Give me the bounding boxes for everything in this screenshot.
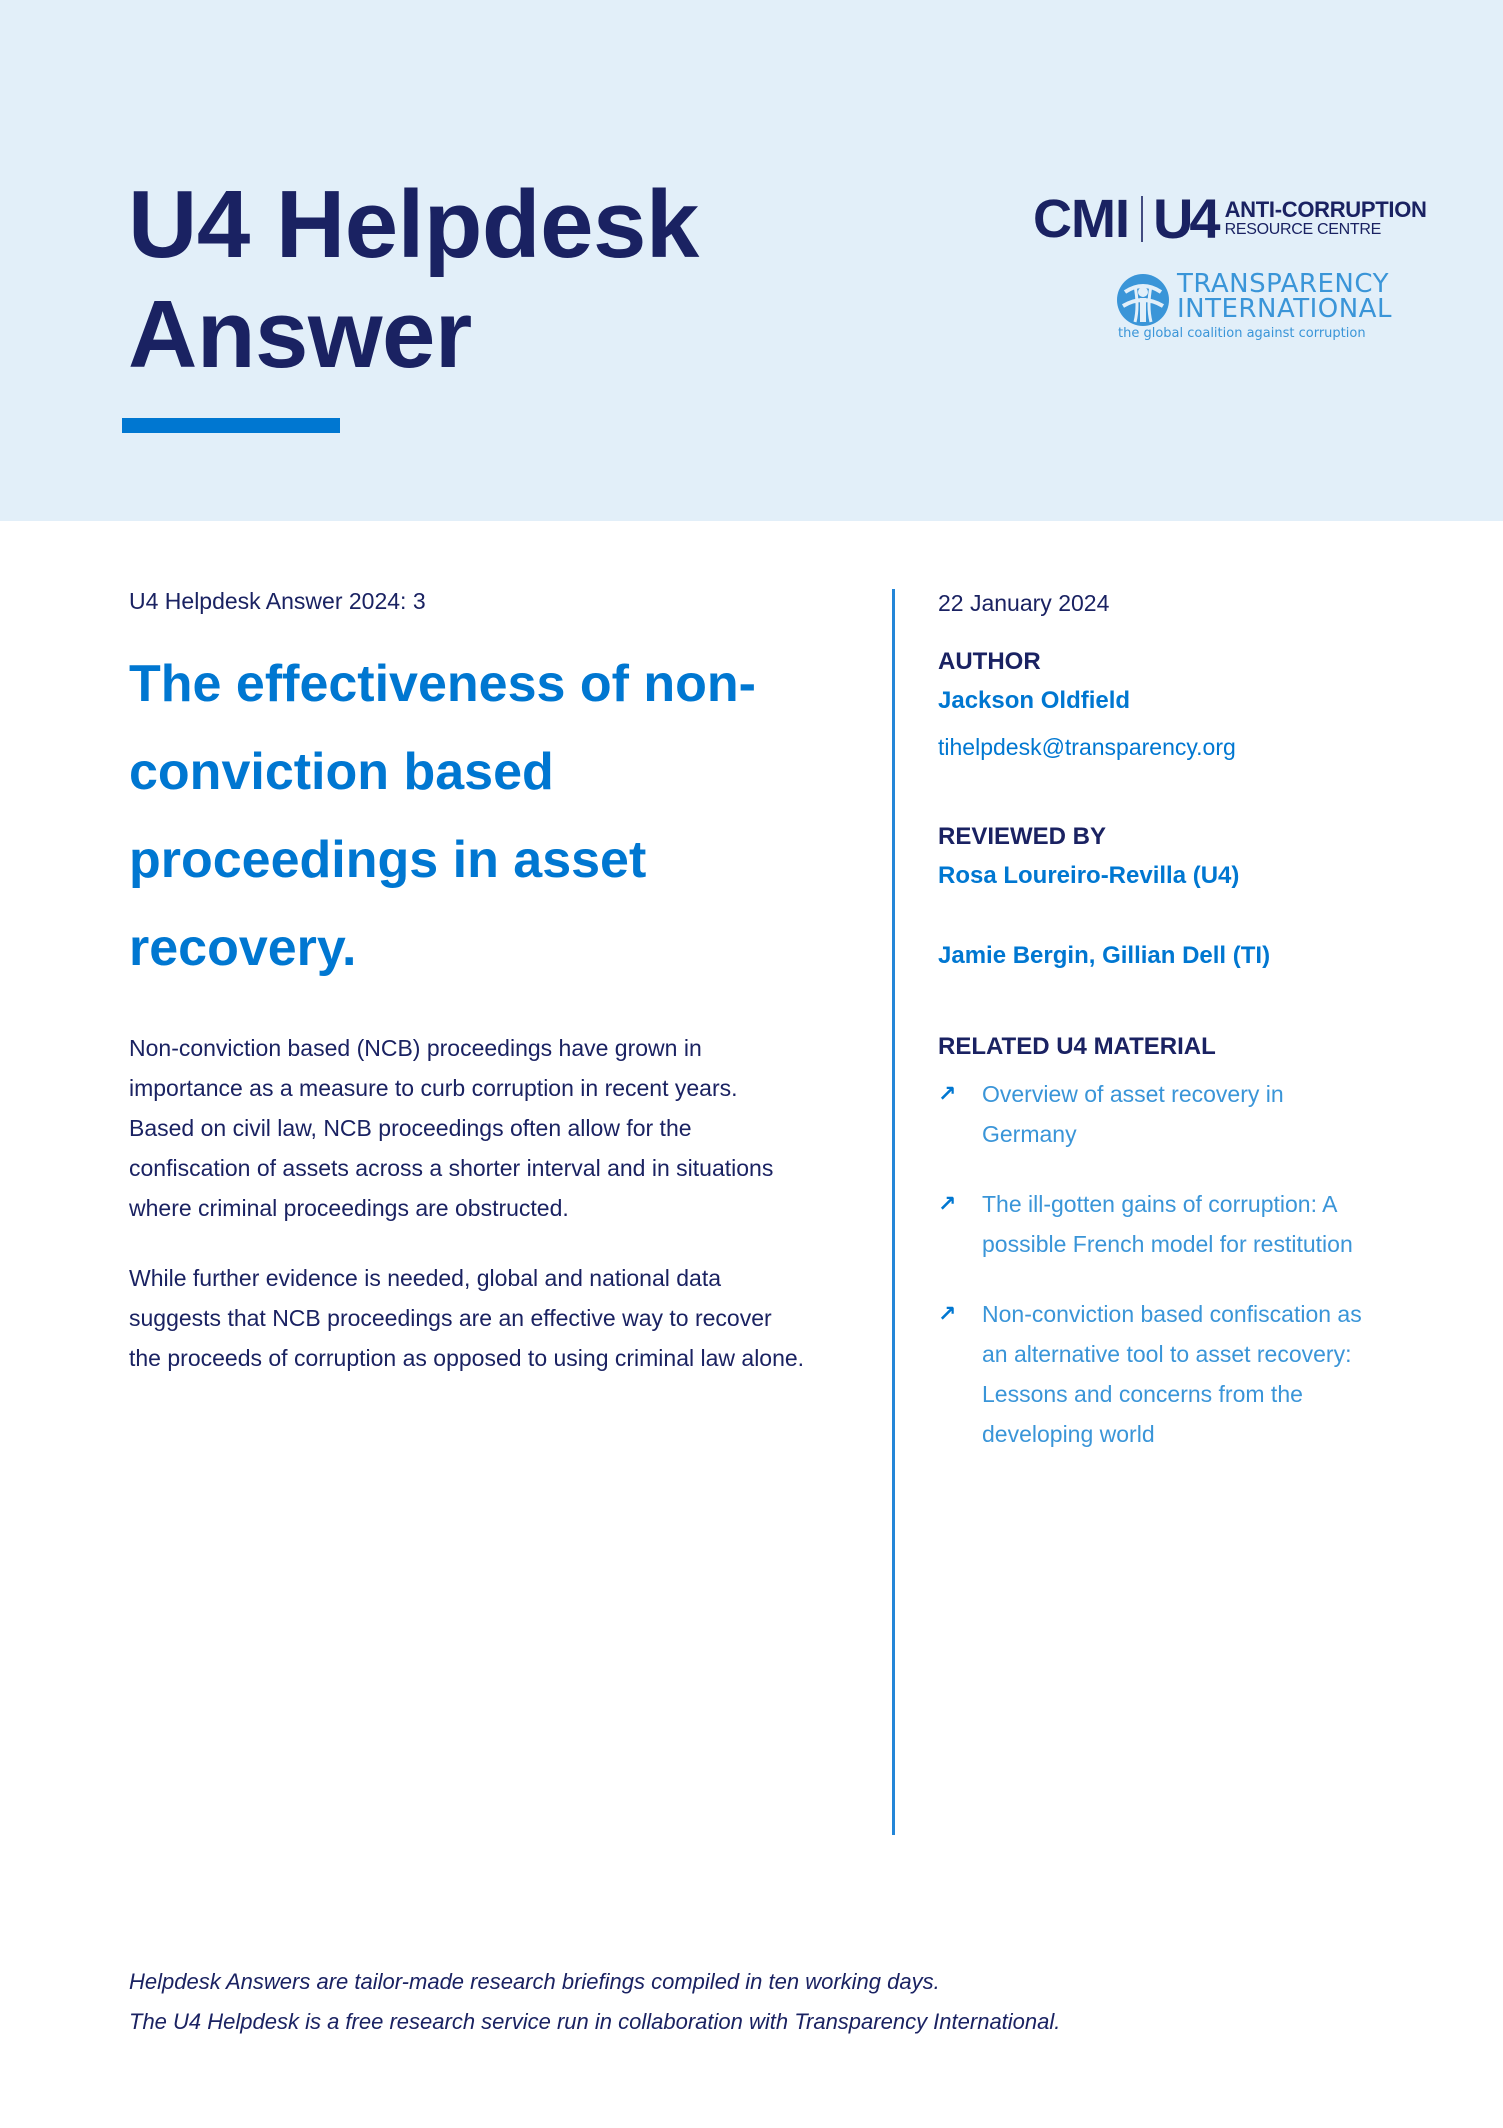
related-link[interactable]: Overview of asset recovery in Germany (982, 1081, 1284, 1147)
footer-note (129, 1962, 1329, 2042)
footer-line: Helpdesk Answers are tailor-made research briefings compiled in ten working days. (129, 1969, 940, 1994)
transparency-international-logo (1115, 269, 1392, 328)
external-link-arrow-icon: ↗ (938, 1301, 957, 1326)
title-underline-bar (122, 418, 340, 433)
metadata-sidebar (938, 588, 1378, 1484)
cover-title-line-1: U4 Helpdesk (128, 171, 699, 278)
author-label: AUTHOR (938, 648, 1041, 675)
report-title-line: The effectiveness of non- (129, 655, 756, 713)
ti-logo-line-2: INTERNATIONAL (1177, 294, 1392, 324)
external-link-arrow-icon: ↗ (938, 1191, 957, 1216)
related-material-list (938, 1074, 1378, 1454)
related-item[interactable] (938, 1294, 1378, 1454)
report-title-line: proceedings in asset (129, 831, 647, 889)
u4-logo-line-2: RESOURCE CENTRE (1224, 221, 1381, 238)
summary (129, 1028, 809, 1408)
summary-paragraph: Non-conviction based (NCB) proceedings have grown in importance as a measure to curb corruption in recent years. Based on civil law, NCB proceedings often allow for the confiscation of assets across a shorter interval and in situations where criminal proceedings are obstructed. (129, 1035, 774, 1221)
u4-logo-words (1225, 199, 1427, 239)
related-link[interactable]: The ill-gotten gains of corruption: A possible French model for restitution (982, 1191, 1353, 1257)
u4-logo-line-1: ANTI-CORRUPTION (1224, 197, 1427, 222)
related-material-label: RELATED U4 MATERIAL (938, 1033, 1216, 1060)
report-title (129, 640, 809, 992)
reviewer-name: Jamie Bergin, Gillian Dell (TI) (938, 942, 1271, 969)
logo-separator (1141, 196, 1143, 242)
reviewed-by-label: REVIEWED BY (938, 823, 1107, 850)
publication-date: 22 January 2024 (938, 590, 1110, 616)
cover-header (0, 0, 1503, 521)
ti-logo-words (1177, 269, 1392, 324)
cmi-u4-logo (1033, 187, 1427, 250)
related-link[interactable]: Non-conviction based confiscation as an alternative tool to asset recovery: Lessons and concerns from the developing world (982, 1301, 1362, 1447)
footer-line: The U4 Helpdesk is a free research service run in collaboration with Transparency International. (129, 2009, 1061, 2034)
author-name: Jackson Oldfield (938, 687, 1131, 714)
contact-email-link[interactable]: tihelpdesk@transparency.org (938, 734, 1236, 760)
ti-logo-line-1: TRANSPARENCY (1177, 269, 1389, 299)
report-title-line: conviction based (129, 743, 554, 801)
related-item[interactable] (938, 1074, 1378, 1154)
report-id: U4 Helpdesk Answer 2024: 3 (129, 588, 426, 614)
ti-tagline: the global coalition against corruption (1118, 326, 1366, 341)
cmi-logo-text: CMI (1033, 189, 1129, 249)
column-divider (892, 589, 895, 1835)
ti-globe-icon (1115, 272, 1171, 328)
cover-title (128, 170, 699, 390)
summary-paragraph: While further evidence is needed, global and national data suggests that NCB proceedings are an effective way to recover the proceeds of corruption as opposed to using criminal law alone. (129, 1265, 805, 1371)
report-title-line: recovery. (129, 919, 357, 977)
related-item[interactable] (938, 1184, 1378, 1264)
external-link-arrow-icon: ↗ (938, 1081, 957, 1106)
u4-logo-mark: U4 (1152, 187, 1217, 250)
cover-title-line-2: Answer (128, 281, 472, 388)
reviewer-name: Rosa Loureiro-Revilla (U4) (938, 862, 1240, 889)
